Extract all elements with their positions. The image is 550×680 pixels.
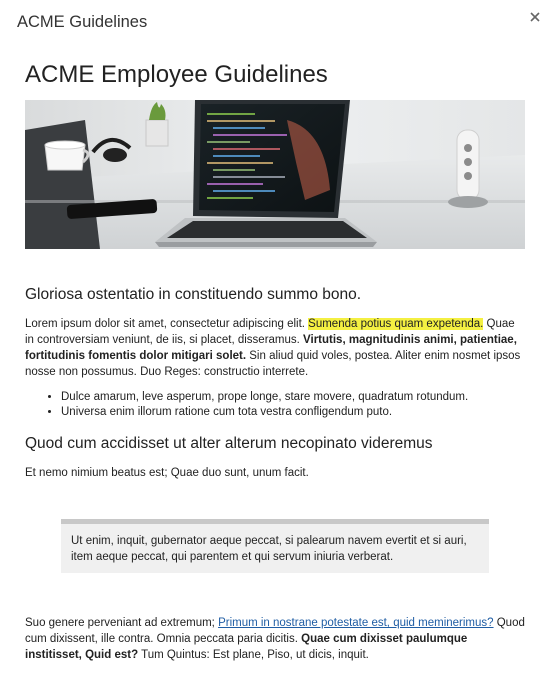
panel-header [0,0,550,48]
section-paragraph: Et nemo nimium beatus est; Quae duo sunt, unum facit. [25,467,309,479]
paragraph-text: Lorem ipsum dolor sit amet, consectetur adipiscing elit. [25,318,309,330]
close-icon[interactable] [525,7,545,27]
laptop-on-desk-image [25,100,525,249]
list-item: • Universa enim illorum ratione cum tota vestra confligendum puto. [61,405,525,420]
page-content [25,60,525,663]
page-title: ACME Employee Guidelines [25,61,328,88]
paragraph-text: Sin aliud quid voles, postea. Aliter enim nosmet ipsos nosse non possumus. Duo Reges: constructio interrete. [25,350,521,378]
intro-paragraph [25,316,525,380]
paragraph-text: Suo genere perveniant ad extremum; [25,617,219,629]
panel-title: ACME Guidelines [17,13,148,31]
bullet-list [25,390,525,420]
bold-text: Quae cum dixisset paulumque institisset, Quid est? [25,633,468,661]
section-heading: Quod cum accidisset ut alter alterum necopinato videremus [25,435,433,452]
list-item: • Dulce amarum, leve asperum, prope longe, stare movere, quadratum rotundum. [61,390,525,405]
inline-link[interactable]: Primum in nostrane potestate est, quid meminerimus? [218,617,494,629]
paragraph-text: Quae in controversiam veniunt, de iis, si placet, disseramus. [25,318,515,346]
bold-text: Virtutis, magnitudinis animi, patientiae, fortitudinis fomentis dolor mitigari solet. [25,334,517,362]
paragraph-text: Tum Quintus: Est plane, Piso, ut dicis, inquit. [138,649,369,661]
section-heading: Gloriosa ostentatio in constituendo summo bono. [25,286,362,303]
closing-paragraph [25,615,525,663]
highlighted-text: Sumenda potius quam expetenda. [308,318,484,330]
quote-block: Ut enim, inquit, gubernator aeque peccat, si palearum navem evertit et si auri, item aeque peccat, qui parentem et qui servum iniuria verberat. [61,519,489,573]
paragraph-text: Quod cum dixissent, ille contra. Omnia peccata paria dicitis. [25,617,525,645]
